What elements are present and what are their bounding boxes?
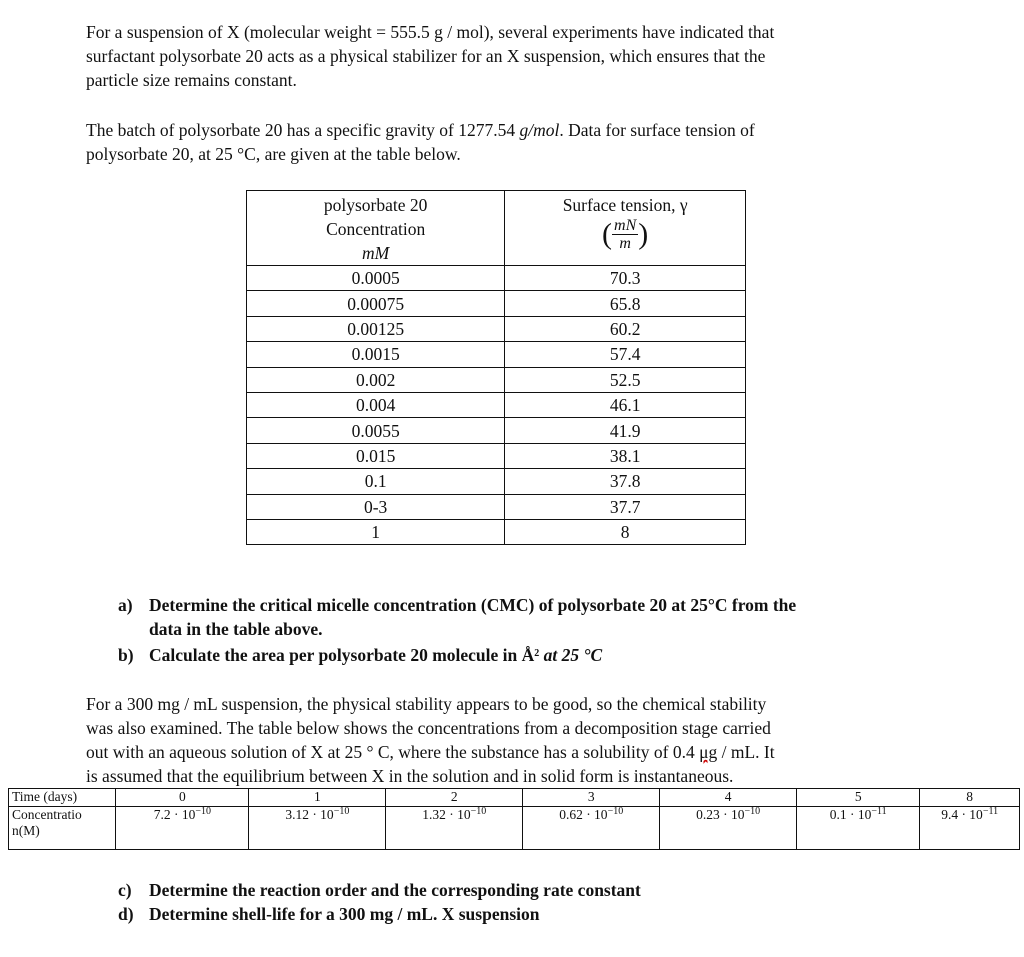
time-cell: 4 (660, 789, 797, 807)
table-row (247, 342, 746, 367)
surface-tension-cell: 37.7 (505, 494, 746, 519)
time-row-label: Time (days) (9, 789, 116, 807)
question-a: a) Determine the critical micelle concentration (CMC) of polysorbate 20 at 25°C from the data in the table above. (118, 595, 797, 639)
intro-paragraph (86, 20, 936, 92)
surface-tension-cell: 37.8 (505, 469, 746, 494)
unit-fraction: ( $\frac{mN}{m}$ ) (602, 217, 649, 252)
table-row (247, 316, 746, 341)
concentration-cell: 0.1 (247, 469, 505, 494)
concentration-cell: $9.4 \cdot 10^{-11}$ (920, 807, 1020, 850)
time-cell: 2 (386, 789, 523, 807)
table-row (247, 291, 746, 316)
concentration-cell: $0.1 \cdot 10^{-11}$ (797, 807, 920, 850)
surface-tension-cell: 60.2 (505, 316, 746, 341)
question-b: b) Calculate the area per polysorbate 20 molecule in $Å^2$ at 25 °C (118, 645, 603, 665)
surface-tension-cell: 57.4 (505, 342, 746, 367)
surface-tension-cell: 46.1 (505, 392, 746, 417)
table-row (247, 519, 746, 544)
concentration-cell: $3.12 \cdot 10^{-10}$ (249, 807, 386, 850)
surface-tension-cell: 8 (505, 519, 746, 544)
time-cell: 1 (249, 789, 386, 807)
intro-line: surfactant polysorbate 20 acts as a physical stabilizer for an X suspension, which ensures that the (86, 46, 766, 66)
concentration-cell: 0-3 (247, 494, 505, 519)
concentration-cell: 0.0015 (247, 342, 505, 367)
surface-tension-header: Surface tension, γ ( $\frac{mN}{m}$ ) (505, 191, 746, 266)
surface-tension-cell: 38.1 (505, 443, 746, 468)
table-row (247, 418, 746, 443)
concentration-cell: $7.2 \cdot 10^{-10}$ (116, 807, 249, 850)
table-row (247, 494, 746, 519)
table-row (247, 443, 746, 468)
concentration-row-label: Concentratio n(M) (9, 807, 116, 850)
concentration-cell: 0.00075 (247, 291, 505, 316)
surface-tension-cell: 65.8 (505, 291, 746, 316)
time-cell: 5 (797, 789, 920, 807)
intro-line: For a suspension of X (molecular weight = 555.5 g / mol), several experiments have indicated that (86, 22, 775, 42)
table-row (247, 392, 746, 417)
stability-line: For a 300 mg / mL suspension, the physical stability appears to be good, so the chemical stability (86, 694, 767, 714)
stability-line: out with an aqueous solution of X at 25 ° C, where the substance has a solubility of 0.4 μg / mL. It (86, 742, 775, 762)
concentration-cell: 0.00125 (247, 316, 505, 341)
stability-line: is assumed that the equilibrium between X in the solution and in solid form is instantaneous. (86, 766, 734, 786)
concentration-cell: $0.23 \cdot 10^{-10}$ (660, 807, 797, 850)
surface-tension-cell: 41.9 (505, 418, 746, 443)
surface-tension-cell: 52.5 (505, 367, 746, 392)
time-cell: 8 (920, 789, 1020, 807)
question-c: c) Determine the reaction order and the corresponding rate constant (118, 880, 641, 900)
stability-paragraph (86, 692, 936, 788)
surface-tension-cell: 70.3 (505, 266, 746, 291)
concentration-cell: 0.004 (247, 392, 505, 417)
batch-line: polysorbate 20, at 25 °C, are given at the table below. (86, 144, 461, 164)
time-cell: 0 (116, 789, 249, 807)
intro-line: particle size remains constant. (86, 70, 297, 90)
kinetics-table (8, 788, 1020, 850)
concentration-cell: 0.0055 (247, 418, 505, 443)
concentration-cell: $0.62 \cdot 10^{-10}$ (523, 807, 660, 850)
batch-line: The batch of polysorbate 20 has a specific gravity of 1277.54 g/mol. Data for surface tension of (86, 120, 755, 140)
surface-tension-table (246, 190, 746, 545)
batch-paragraph (86, 118, 936, 166)
concentration-cell: 0.015 (247, 443, 505, 468)
concentration-cell: 0.002 (247, 367, 505, 392)
question-d: d) Determine shell-life for a 300 mg / mL. X suspension (118, 904, 540, 924)
time-cell: 3 (523, 789, 660, 807)
concentration-cell: 1 (247, 519, 505, 544)
concentration-cell: $1.32 \cdot 10^{-10}$ (386, 807, 523, 850)
concentration-header: polysorbate 20 Concentration mM (247, 191, 505, 266)
table-row (247, 469, 746, 494)
table-row (247, 367, 746, 392)
concentration-cell: 0.0005 (247, 266, 505, 291)
stability-line: was also examined. The table below shows the concentrations from a decomposition stage carried (86, 718, 771, 738)
table-row (247, 266, 746, 291)
